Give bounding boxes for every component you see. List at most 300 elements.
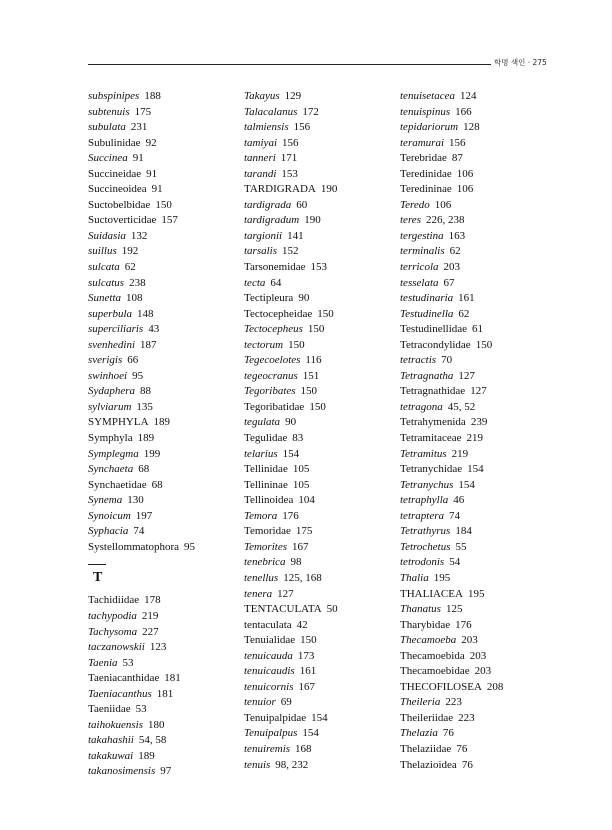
page-numbers: 203: [443, 261, 460, 274]
page-numbers: 97: [160, 765, 172, 778]
header-rule: [88, 64, 491, 65]
index-entry: [88, 687, 195, 703]
index-entry: [88, 447, 195, 463]
index-entry: [244, 726, 338, 742]
index-entry: [88, 353, 195, 369]
index-entry: [400, 664, 503, 680]
index-entry: [88, 167, 195, 183]
index-entry: [400, 478, 503, 494]
page-numbers: 90: [285, 416, 297, 429]
index-entry: [88, 671, 195, 687]
index-term: Tetragnathidae: [400, 385, 466, 398]
index-entry: [400, 105, 503, 121]
index-term: tegulata: [244, 416, 281, 429]
index-entry: [244, 633, 338, 649]
index-term: sulcata: [88, 261, 120, 274]
index-entry: [244, 540, 338, 556]
index-entry: [244, 89, 338, 105]
index-term: tenuisetacea: [400, 90, 455, 102]
index-entry: [88, 524, 195, 540]
index-term: Tetranychus: [400, 478, 454, 491]
index-entry: [88, 276, 195, 292]
index-entry: [400, 415, 503, 431]
index-term: Succineoidea: [88, 183, 147, 196]
index-entry: [244, 618, 338, 634]
index-term: takakuwai: [88, 749, 134, 762]
index-entry: [400, 244, 503, 260]
index-entry: [88, 260, 195, 276]
page-numbers: 62: [449, 245, 461, 258]
page-numbers: 98, 232: [275, 758, 309, 771]
index-entry: [244, 229, 338, 245]
section-divider: [88, 564, 106, 565]
index-term: Tarsonemidae: [244, 261, 306, 274]
page-numbers: 189: [138, 749, 155, 762]
index-entry: [400, 462, 503, 478]
index-entry: [244, 198, 338, 214]
index-column-1: [88, 89, 195, 780]
index-term: Teredo: [400, 198, 430, 211]
index-entry: [244, 509, 338, 525]
page-numbers: 178: [144, 594, 161, 607]
page-numbers: 167: [292, 540, 309, 553]
index-entry: [244, 524, 338, 540]
index-term: tegeocranus: [244, 369, 298, 382]
index-entry: [88, 244, 195, 260]
index-term: taczanowskii: [88, 641, 145, 654]
index-term: terricola: [400, 261, 439, 274]
index-term: Tellinidae: [244, 463, 288, 476]
index-term: Tenuipalpidae: [244, 711, 307, 724]
index-entry: [244, 571, 338, 587]
index-term: Tegoribates: [244, 385, 296, 398]
index-term: tentaculata: [244, 618, 292, 631]
index-term: targionii: [244, 229, 283, 242]
index-entry: [88, 749, 195, 765]
index-term: teres: [400, 214, 421, 227]
index-term: Testudinellidae: [400, 323, 468, 336]
index-entry: [400, 120, 503, 136]
index-term: Suctobelbidae: [88, 198, 151, 211]
index-term: tenuiremis: [244, 742, 291, 755]
index-term: Temoridae: [244, 525, 291, 538]
index-entry: [400, 524, 503, 540]
index-entry: [244, 291, 338, 307]
index-term: subtenuis: [88, 105, 130, 118]
index-term: Temora: [244, 509, 278, 522]
page-numbers: 135: [136, 400, 153, 413]
index-term: tepidariorum: [400, 121, 459, 134]
index-term: Thelaziidae: [400, 742, 452, 755]
index-column-2: [244, 89, 338, 773]
page-numbers: 154: [282, 447, 300, 460]
index-term: tetraphylla: [400, 494, 449, 507]
index-entry: [88, 198, 195, 214]
index-term: takahashii: [88, 734, 134, 747]
index-entry: [400, 649, 503, 665]
page-numbers: 50: [326, 603, 338, 616]
page-numbers: 123: [149, 641, 167, 654]
page-numbers: 187: [140, 338, 157, 351]
index-term: svenhedini: [88, 338, 136, 351]
index-entry: [400, 260, 503, 276]
index-entry: [244, 493, 338, 509]
index-term: Testudinella: [400, 307, 454, 320]
page-numbers: 124: [459, 90, 477, 102]
page-numbers: 195: [467, 587, 485, 600]
page-numbers: 92: [145, 136, 157, 149]
page-numbers: 219: [451, 447, 469, 460]
index-entry: [88, 718, 195, 734]
index-entry: [400, 540, 503, 556]
index-term: Taeniacanthus: [88, 687, 152, 700]
index-term: tarsalis: [244, 245, 278, 258]
page-numbers: 195: [433, 571, 451, 584]
index-term: Tetrochetus: [400, 540, 451, 553]
page-numbers: 105: [292, 478, 310, 491]
index-term: tenuicaudis: [244, 665, 295, 678]
index-term: Succinea: [88, 152, 128, 165]
index-term: Tetrahymenida: [400, 416, 466, 429]
index-term: superciliaris: [88, 323, 144, 336]
index-term: Tegulidae: [244, 432, 288, 445]
page-numbers: 156: [282, 136, 299, 149]
index-term: tenera: [244, 587, 273, 600]
page-numbers: 88: [140, 385, 152, 398]
index-term: Symplegma: [88, 447, 139, 460]
page-numbers: 223: [458, 711, 475, 724]
index-term: swinhoei: [88, 369, 128, 382]
index-entry: [244, 260, 338, 276]
page-numbers: 172: [302, 105, 319, 118]
index-entry: [400, 369, 503, 385]
index-entry: [400, 447, 503, 463]
index-term: Tectipleura: [244, 292, 294, 305]
page-numbers: 153: [281, 167, 298, 180]
index-entry: [244, 587, 338, 603]
page-numbers: 199: [143, 447, 161, 460]
index-entry: [244, 602, 338, 618]
index-term: Tetragnatha: [400, 369, 454, 382]
index-entry: [400, 587, 503, 603]
index-term: Theileria: [400, 696, 441, 709]
index-entry: [400, 758, 503, 774]
index-term: testudinaria: [400, 292, 454, 305]
index-entry: [88, 493, 195, 509]
index-entry: [244, 136, 338, 152]
page-numbers: 226, 238: [425, 214, 465, 227]
page-numbers: 54: [449, 556, 461, 569]
index-term: Temorites: [244, 540, 287, 553]
page-numbers: 67: [443, 276, 455, 289]
index-entry: [244, 322, 338, 338]
index-entry: [88, 400, 195, 416]
page-numbers: 70: [441, 354, 453, 367]
index-term: Tellinoidea: [244, 494, 294, 507]
page-numbers: 125, 168: [283, 571, 322, 584]
index-term: Thanatus: [400, 603, 441, 616]
index-term: Synoicum: [88, 509, 131, 522]
index-entry: [244, 338, 338, 354]
page-numbers: 203: [469, 649, 487, 662]
index-term: sylviarum: [88, 400, 132, 413]
page-numbers: 46: [453, 494, 465, 507]
index-entry: [400, 509, 503, 525]
page-numbers: 239: [470, 416, 488, 429]
page-numbers: 127: [277, 587, 294, 600]
index-entry: [88, 136, 195, 152]
index-term: Theileriidae: [400, 711, 454, 724]
index-term: terminalis: [400, 245, 445, 258]
page-numbers: 127: [470, 385, 487, 398]
page-numbers: 76: [456, 742, 468, 755]
index-term: Tetrathyrus: [400, 525, 451, 538]
index-entry: [88, 640, 195, 656]
page-numbers: 184: [455, 525, 472, 538]
index-term: Thecamoebidae: [400, 665, 470, 678]
index-entry: [400, 384, 503, 400]
index-term: Taeniacanthidae: [88, 672, 160, 685]
page-numbers: 116: [305, 354, 322, 367]
page-numbers: 238: [129, 276, 146, 289]
index-term: tergestina: [400, 229, 444, 242]
index-entry: [400, 633, 503, 649]
index-entry: [88, 120, 195, 136]
index-entry: [400, 182, 503, 198]
index-entry: [400, 291, 503, 307]
page-numbers: 166: [455, 105, 472, 118]
index-term: taihokuensis: [88, 718, 143, 731]
index-term: Tectocepheus: [244, 323, 303, 336]
page-numbers: 53: [135, 703, 147, 716]
page-numbers: 66: [127, 354, 139, 367]
page-numbers: 148: [137, 307, 154, 320]
index-term: tenebrica: [244, 556, 286, 569]
index-entry: [88, 182, 195, 198]
index-term: tectorum: [244, 338, 284, 351]
index-entry: [244, 384, 338, 400]
index-entry: [244, 431, 338, 447]
index-entry: [400, 602, 503, 618]
page-numbers: 157: [161, 214, 178, 227]
index-entry: [400, 680, 503, 696]
page-numbers: 173: [297, 649, 315, 662]
page-numbers: 108: [126, 292, 143, 305]
index-term: suillus: [88, 245, 117, 258]
running-header: 학명 색인 · 275: [494, 58, 547, 67]
page-numbers: 197: [135, 509, 153, 522]
index-entry: [244, 276, 338, 292]
page-numbers: 150: [300, 634, 317, 647]
page-numbers: 105: [292, 463, 310, 476]
index-term: tardigradum: [244, 214, 300, 227]
page-numbers: 74: [133, 525, 145, 538]
index-entry: [244, 353, 338, 369]
index-entry: [244, 105, 338, 121]
page-numbers: 129: [284, 90, 302, 102]
index-term: Succineidae: [88, 167, 142, 180]
index-term: Talacalanus: [244, 105, 298, 118]
page-numbers: 189: [137, 432, 155, 445]
index-entry: [400, 167, 503, 183]
index-entry: [88, 478, 195, 494]
page-numbers: 171: [280, 152, 298, 165]
index-entry: [400, 229, 503, 245]
page-numbers: 42: [296, 618, 308, 631]
index-term: Thelazioidea: [400, 758, 457, 771]
index-entry: [244, 680, 338, 696]
page-numbers: 106: [434, 198, 452, 211]
page-numbers: 54, 58: [138, 734, 167, 747]
index-entry: [88, 733, 195, 749]
page-numbers: 154: [302, 727, 319, 740]
page-numbers: 154: [311, 711, 328, 724]
index-term: sverigis: [88, 354, 123, 367]
index-entry: [88, 89, 195, 105]
index-entry: [244, 369, 338, 385]
index-entry: [88, 593, 195, 609]
index-entry: [400, 555, 503, 571]
index-entry: [400, 353, 503, 369]
page-numbers: 106: [456, 167, 474, 180]
page-numbers: 76: [442, 727, 454, 740]
page-numbers: 83: [292, 432, 304, 445]
page-numbers: 125: [445, 603, 463, 616]
index-entry: [400, 400, 503, 416]
index-entry: [400, 338, 503, 354]
page-numbers: 150: [155, 198, 172, 211]
index-term: teramurai: [400, 136, 444, 149]
index-term: Tachysoma: [88, 625, 138, 638]
index-entry: [88, 509, 195, 525]
index-term: tachypodia: [88, 609, 137, 622]
page-numbers: 188: [144, 90, 161, 102]
index-entry: [400, 695, 503, 711]
page-numbers: 68: [138, 463, 150, 476]
page-numbers: 223: [445, 696, 462, 709]
index-term: tetrodonis: [400, 556, 445, 569]
index-entry: [244, 307, 338, 323]
index-entry: [88, 702, 195, 718]
index-entry: [244, 711, 338, 727]
index-term: tesselata: [400, 276, 439, 289]
index-term: TARDIGRADA: [244, 183, 316, 196]
index-entry: [400, 742, 503, 758]
page-numbers: 175: [295, 525, 313, 538]
index-entry: [244, 244, 338, 260]
page-numbers: 175: [134, 105, 152, 118]
index-entry: [88, 609, 195, 625]
index-term: telarius: [244, 447, 278, 460]
index-entry: [88, 384, 195, 400]
index-entry: [88, 291, 195, 307]
index-term: tecta: [244, 276, 266, 289]
page-numbers: 156: [293, 121, 311, 134]
page-numbers: 163: [448, 229, 466, 242]
index-entry: [88, 764, 195, 780]
index-term: Teredinidae: [400, 167, 452, 180]
page-numbers: 180: [148, 718, 165, 731]
index-entry: [400, 493, 503, 509]
index-entry: [400, 618, 503, 634]
index-entry: [244, 447, 338, 463]
index-term: Takayus: [244, 90, 280, 102]
index-term: Tenuipalpus: [244, 727, 298, 740]
page-numbers: 91: [146, 167, 158, 180]
page-numbers: 128: [463, 121, 480, 134]
page-numbers: 181: [156, 687, 174, 700]
index-term: Suidasia: [88, 229, 126, 242]
index-entry: [88, 322, 195, 338]
index-entry: [88, 540, 195, 556]
page-numbers: 181: [164, 672, 181, 685]
index-term: tetraptera: [400, 509, 444, 522]
index-term: tenuicauda: [244, 649, 293, 662]
index-entry: [88, 462, 195, 478]
index-entry: [244, 664, 338, 680]
index-term: Tenuialidae: [244, 634, 296, 647]
index-term: tenuior: [244, 696, 276, 709]
index-term: Synchaetidae: [88, 478, 147, 491]
page-numbers: 189: [153, 416, 171, 429]
page-numbers: 64: [270, 276, 282, 289]
index-term: Tellininae: [244, 478, 288, 491]
page-numbers: 156: [449, 136, 466, 149]
index-term: Tegoribatidae: [244, 400, 305, 413]
page-numbers: 127: [458, 369, 475, 382]
page-numbers: 219: [466, 432, 484, 445]
index-entry: [244, 462, 338, 478]
index-term: tenuis: [244, 758, 271, 771]
page-numbers: 153: [310, 261, 328, 274]
index-term: Tetranychidae: [400, 463, 463, 476]
index-entry: [88, 105, 195, 121]
page-numbers: 154: [458, 478, 475, 491]
page-numbers: 95: [184, 540, 196, 553]
page-numbers: 203: [474, 665, 492, 678]
page-numbers: 43: [148, 323, 160, 336]
index-term: tenuispinus: [400, 105, 451, 118]
page-numbers: 227: [142, 625, 159, 638]
page-numbers: 132: [130, 229, 148, 242]
index-term: SYMPHYLA: [88, 416, 149, 429]
index-term: sulcatus: [88, 276, 125, 289]
index-term: Systellommatophora: [88, 540, 180, 553]
index-entry: [244, 758, 338, 774]
index-term: Thelazia: [400, 727, 438, 740]
page-numbers: 90: [298, 292, 310, 305]
index-entry: [400, 431, 503, 447]
index-term: Synema: [88, 494, 123, 507]
index-term: Tetracondylidae: [400, 338, 471, 351]
page-numbers: 168: [295, 742, 312, 755]
index-entry: [244, 182, 338, 198]
index-entry: [244, 478, 338, 494]
page-numbers: 190: [304, 214, 321, 227]
index-term: subspinipes: [88, 90, 140, 102]
index-term: Sunetta: [88, 292, 121, 305]
index-term: Tetramitus: [400, 447, 447, 460]
index-entry: [244, 213, 338, 229]
index-entry: [244, 151, 338, 167]
page-numbers: 95: [132, 369, 144, 382]
page-numbers: 152: [282, 245, 299, 258]
index-entry: [400, 571, 503, 587]
page-numbers: 176: [282, 509, 299, 522]
index-term: Symphyla: [88, 432, 133, 445]
index-entry: [88, 625, 195, 641]
index-entry: [88, 229, 195, 245]
